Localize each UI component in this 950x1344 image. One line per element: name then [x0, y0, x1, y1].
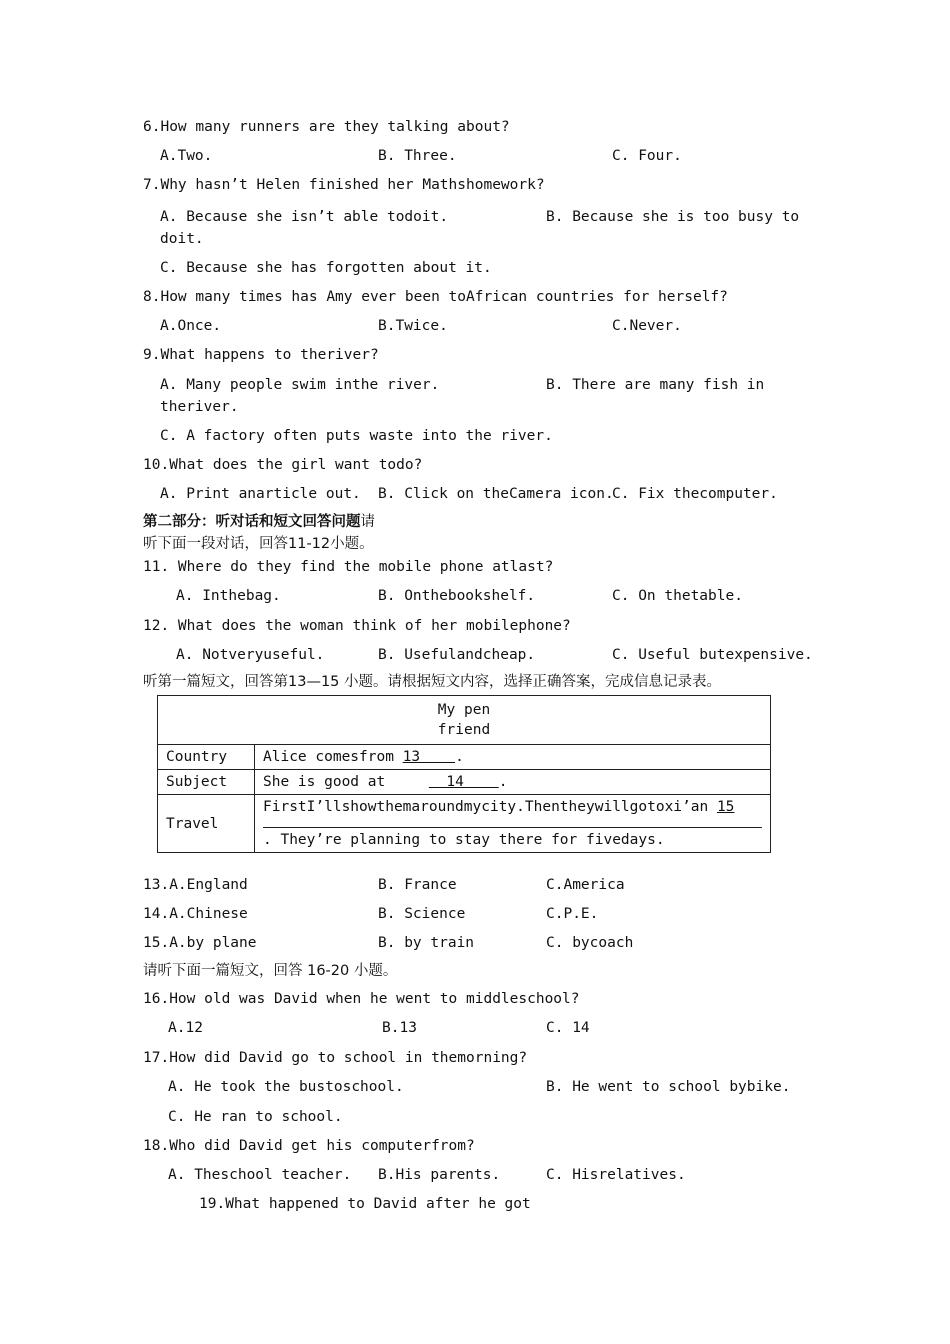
q12-option-b: B. Usefulandcheap.: [378, 647, 536, 663]
blank-14: 14: [428, 774, 499, 790]
question-19: 19.What happened to David after he got: [199, 1196, 531, 1212]
question-16: 16.How old was David when he went to middleschool?: [143, 991, 580, 1007]
q16-option-a: A.12: [168, 1020, 203, 1036]
question-15: 15.A.by plane: [143, 935, 257, 951]
question-14: 14.A.Chinese: [143, 906, 248, 922]
part-2-instruction: 听下面一段对话，回答11-12小题。: [143, 536, 374, 552]
question-18: 18.Who did David get his computerfrom?: [143, 1138, 475, 1154]
q16-option-c: C. 14: [546, 1020, 590, 1036]
question-8: 8.How many times has Amy ever been toAfrican countries for herself?: [143, 289, 728, 305]
table-title-line2: friend: [437, 722, 491, 738]
q18-option-a: A. Theschool teacher.: [168, 1167, 352, 1183]
q10-option-c: C. Fix thecomputer.: [612, 486, 778, 502]
q14-option-c: C.P.E.: [546, 906, 599, 922]
row-label-country: Country: [158, 745, 255, 770]
q7-option-a: A. Because she isn’t able todoit.: [160, 209, 449, 225]
question-13: 13.A.England: [143, 877, 248, 893]
q11-option-a: A. Inthebag.: [176, 588, 281, 604]
q12-option-a: A. Notveryuseful.: [176, 647, 325, 663]
q17-option-c: C. He ran to school.: [168, 1109, 343, 1125]
q14-option-b: B. Science: [378, 906, 466, 922]
q8-option-a: A.Once.: [160, 318, 222, 334]
row-label-travel: Travel: [158, 795, 255, 853]
q6-option-c: C. Four.: [612, 148, 682, 164]
q18-option-b: B.His parents.: [378, 1167, 501, 1183]
q13-option-b: B. France: [378, 877, 457, 893]
blank-15: 15: [716, 799, 735, 815]
q16-option-b: B.13: [382, 1020, 417, 1036]
question-10: 10.What does the girl want todo?: [143, 457, 423, 473]
q9-option-c: C. A factory often puts waste into the river.: [160, 428, 553, 444]
q8-option-c: C.Never.: [612, 318, 682, 334]
q13-option-c: C.America: [546, 877, 625, 893]
blank-13: 13: [402, 749, 456, 765]
q6-option-a: A.Two.: [160, 148, 213, 164]
q10-option-b: B. Click on theCamera icon.: [378, 486, 614, 502]
row-country-value: Alice comesfrom 13 .: [255, 745, 771, 770]
answer-line: [263, 817, 762, 828]
q17-option-a: A. He took the bustoschool.: [168, 1079, 404, 1095]
passage-1-instruction: 听第一篇短文，回答第13—15 小题。请根据短文内容，选择正确答案，完成信息记录表。: [143, 674, 722, 690]
q15-option-b: B. by train: [378, 935, 475, 951]
q9-option-b-cont: theriver.: [160, 399, 239, 415]
q10-option-a: A. Print anarticle out.: [160, 486, 361, 502]
part-2-heading: 第二部分：听对话和短文回答问题请: [143, 514, 375, 530]
question-7: 7.Why hasn’t Helen finished her Mathshomework?: [143, 177, 545, 193]
row-label-subject: Subject: [158, 770, 255, 795]
question-11: 11. Where do they find the mobile phone atlast?: [143, 559, 554, 575]
q18-option-c: C. Hisrelatives.: [546, 1167, 686, 1183]
row-subject-value: She is good at 14 .: [255, 770, 771, 795]
question-9: 9.What happens to theriver?: [143, 347, 379, 363]
q15-option-c: C. bycoach: [546, 935, 634, 951]
q7-option-b: B. Because she is too busy to: [546, 209, 800, 225]
q17-option-b: B. He went to school bybike.: [546, 1079, 791, 1095]
q9-option-b: B. There are many fish in: [546, 377, 765, 393]
passage-2-instruction: 请听下面一篇短文，回答 16-20 小题。: [143, 963, 398, 979]
table-title-line1: My pen: [437, 702, 491, 718]
question-12: 12. What does the woman think of her mobilephone?: [143, 618, 571, 634]
table-title: [158, 696, 771, 745]
info-record-table: [157, 695, 771, 853]
question-17: 17.How did David go to school in themorning?: [143, 1050, 528, 1066]
question-6: 6.How many runners are they talking about?: [143, 119, 510, 135]
travel-line-2: . They’re planning to stay there for fivedays.: [263, 832, 665, 848]
q7-option-b-cont: doit.: [160, 231, 204, 247]
row-travel-value: FirstI’llshowthemaroundmycity.Thentheywillgotoxi’an 15 . They’re planning to stay there for fivedays.: [255, 795, 771, 853]
q6-option-b: B. Three.: [378, 148, 457, 164]
q11-option-c: C. On thetable.: [612, 588, 743, 604]
q7-option-c: C. Because she has forgotten about it.: [160, 260, 492, 276]
q11-option-b: B. Onthebookshelf.: [378, 588, 536, 604]
q9-option-a: A. Many people swim inthe river.: [160, 377, 440, 393]
q8-option-b: B.Twice.: [378, 318, 448, 334]
q12-option-c: C. Useful butexpensive.: [612, 647, 813, 663]
